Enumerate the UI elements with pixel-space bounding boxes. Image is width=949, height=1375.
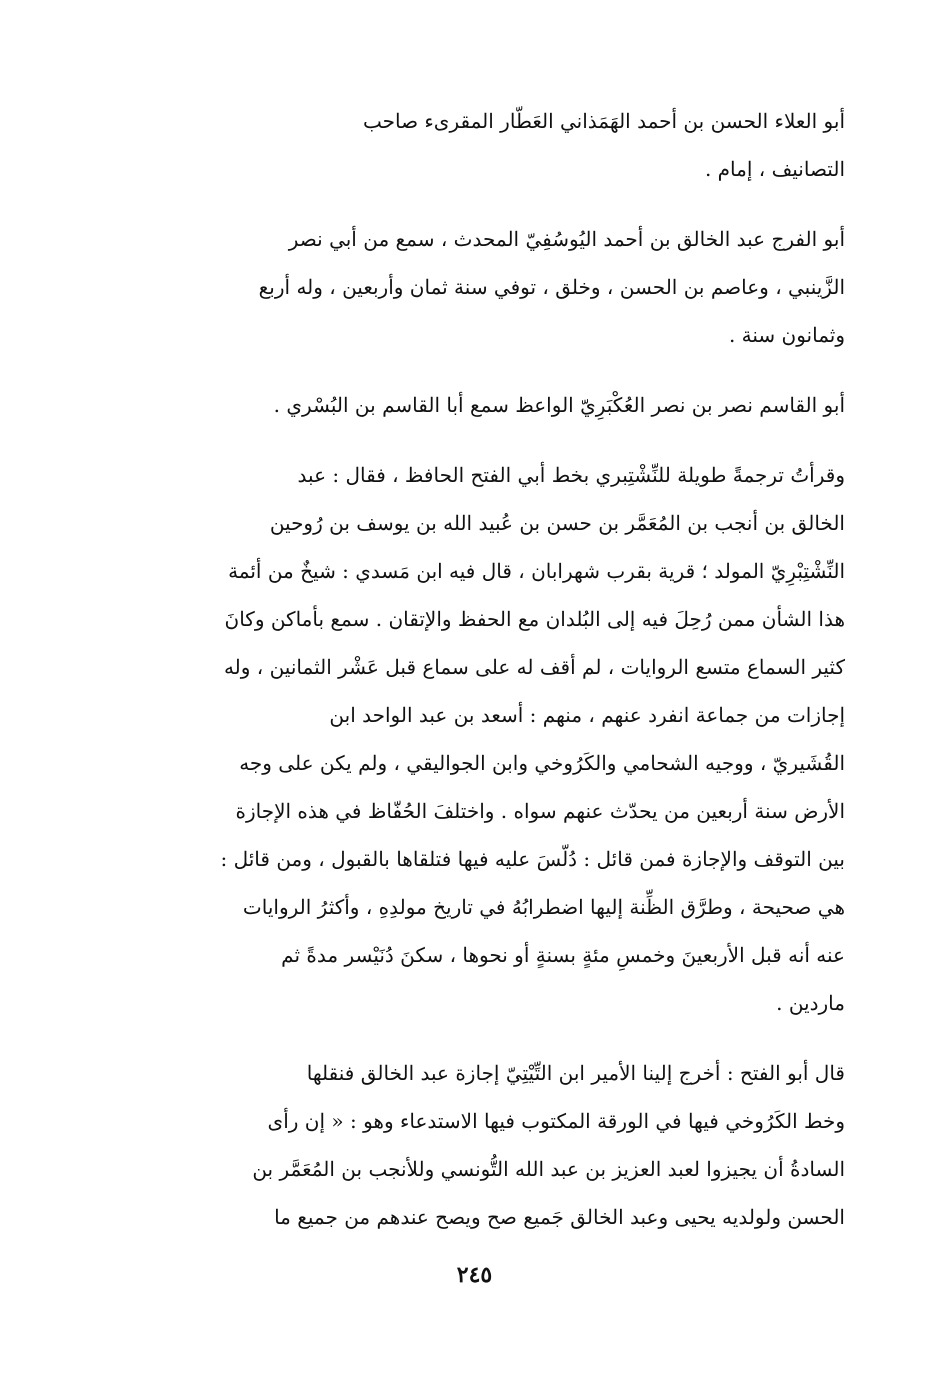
text-line: وخط الكَرُوخي فيها في الورقة المكتوب فيها الاستدعاء وهو : « إن رأى <box>267 1109 845 1133</box>
text-line: القُشَيريّ ، ووجيه الشحامي والكَرُوخي وابن الجواليقي ، ولم يكن على وجه <box>239 751 845 775</box>
text-line: هذا الشأن ممن رُحِلَ فيه إلى البُلدان مع الحفظ والإتقان . سمع بأماكن وكانَ <box>224 607 845 631</box>
paragraph <box>182 1049 845 1241</box>
text-line: هي صحيحة ، وطرَّق الظِّنة إليها اضطرابُهُ في تاريخ مولدِهِ ، وأكثرُ الروايات <box>242 895 845 919</box>
text-line: أبو العلاء الحسن بن أحمد الهَمَذاني العَطّار المقرىء صاحب <box>362 109 845 133</box>
text-line: التصانيف ، إمام . <box>704 157 845 181</box>
text-line: وثمانون سنة . <box>728 323 845 347</box>
text-line: الأرض سنة أربعين من يحدّث عنهم سواه . واختلفَ الحُفّاظ في هذه الإجازة <box>235 799 845 823</box>
paragraph <box>182 381 845 429</box>
text-line: وقرأتُ ترجمةً طويلة للنِّشْتِبري بخط أبي الفتح الحافظ ، فقال : عبد <box>297 463 845 487</box>
text-line: قال أبو الفتح : أخرج إلينا الأمير ابن التِّيْتِيّ إجازة عبد الخالق فنقلها <box>306 1061 845 1085</box>
text-line: الخالق بن أنجب بن المُعَمَّر بن حسن بن عُبيد الله بن يوسف بن رُوحين <box>269 511 845 535</box>
text-line: أبو الفرج عبد الخالق بن أحمد اليُوسُفِيّ المحدث ، سمع من أبي نصر <box>288 227 845 251</box>
paragraph <box>182 215 845 359</box>
text-line: أبو القاسم نصر بن نصر العُكْبَرِيّ الواعظ سمع أبا القاسم بن البُسْري . <box>273 393 845 417</box>
text-line: عنه أنه قبل الأربعينَ وخمسِ مئةٍ بسنةٍ أو نحوها ، سكنَ دُنَيْسر مدةً ثم <box>281 943 845 967</box>
paragraph <box>182 97 845 193</box>
text-line: السادةُ أن يجيزوا لعبد العزيز بن عبد الله التُّونسي وللأنجب بن المُعَمَّر بن <box>252 1157 845 1181</box>
text-line: كثير السماع متسع الروايات ، لم أقف له على سماع قبل عَشْر الثمانين ، وله <box>223 655 845 679</box>
text-line: إجازات من جماعة انفرد عنهم ، منهم : أسعد بن عبد الواحد ابن <box>329 703 845 727</box>
paragraph <box>182 451 845 1027</box>
text-line: ماردين . <box>776 991 845 1015</box>
page-number: ٢٤٥ <box>456 1262 493 1288</box>
text-line: بين التوقف والإجازة فمن قائل : دُلّسَ عليه فيها فتلقاها بالقبول ، ومن قائل : <box>220 847 845 871</box>
body-text <box>182 97 845 1263</box>
text-line: الحسن ولولديه يحيى وعبد الخالق جَميع صح ويصح عندهم من جميع ما <box>274 1205 845 1229</box>
text-line: الزَّينبي ، وعاصم بن الحسن ، وخلق ، توفي سنة ثمان وأربعين ، وله أربع <box>258 275 845 299</box>
text-line: النِّشْتِبْرِيّ المولد ؛ قرية بقرب شهرابان ، قال فيه ابن مَسدي : شيخٌ من أئمة <box>228 559 845 583</box>
